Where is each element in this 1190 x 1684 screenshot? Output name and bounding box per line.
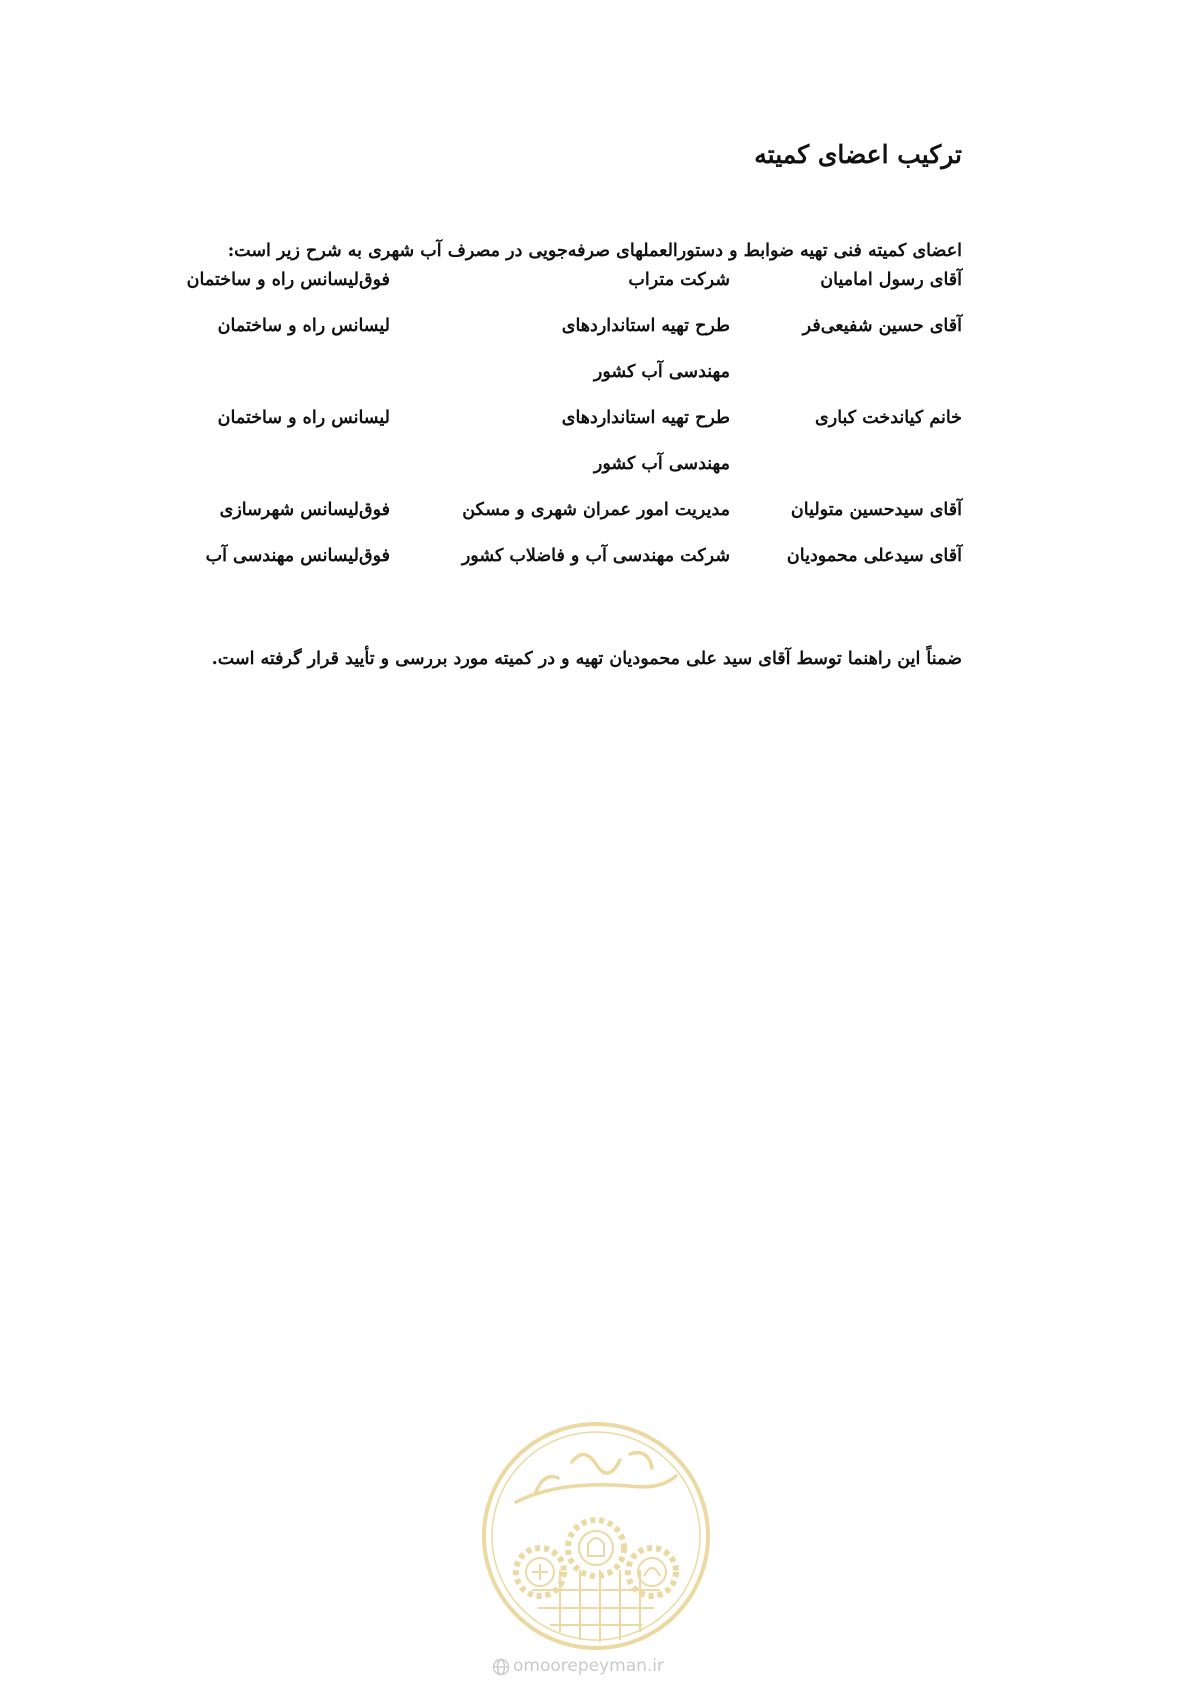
member-organization: شرکت مهندسی آب و فاضلاب کشور [461,546,730,566]
page-title: ترکیب اعضای کمیته [754,140,962,169]
member-degree: فوق‌لیسانس راه و ساختمان [186,270,390,290]
member-row [0,316,1190,346]
intro-paragraph: اعضای کمیته فنی تهیه ضوابط و دستورالعملهای صرفه‌جویی در مصرف آب شهری به شرح زیر است: [227,241,962,261]
website-url: omoorepeyman.ir [513,1656,665,1676]
member-name: آقای رسول امامیان [820,270,962,290]
member-name: خانم کیاندخت کباری [815,408,962,428]
member-name: آقای حسین شفیعی‌فر [802,316,962,336]
member-row [0,270,1190,300]
member-organization: شرکت متراب [628,270,730,290]
member-row [0,408,1190,438]
watermark-website [492,1656,702,1680]
member-row-continuation [0,362,1190,392]
member-row-continuation [0,454,1190,484]
member-organization: طرح تهیه استانداردهای [561,408,730,428]
member-degree: لیسانس راه و ساختمان [217,408,390,428]
watermark-seal-logo [480,1420,712,1652]
member-name: آقای سیدعلی محمودیان [786,546,962,566]
member-organization: طرح تهیه استانداردهای [561,316,730,336]
member-name: آقای سیدحسین متولیان [790,500,962,520]
member-degree: لیسانس راه و ساختمان [217,316,390,336]
member-degree: فوق‌لیسانس مهندسی آب [205,546,390,566]
member-organization: مهندسی آب کشور [593,362,730,382]
globe-icon [492,1658,510,1676]
member-degree: فوق‌لیسانس شهرسازی [219,500,390,520]
member-organization: مهندسی آب کشور [593,454,730,474]
member-row [0,500,1190,530]
closing-note: ضمناً این راهنما توسط آقای سید علی محمودیان تهیه و در کمیته مورد بررسی و تأیید قرار گرفته است. [211,649,962,669]
member-organization: مدیریت امور عمران شهری و مسکن [462,500,730,520]
member-row [0,546,1190,576]
